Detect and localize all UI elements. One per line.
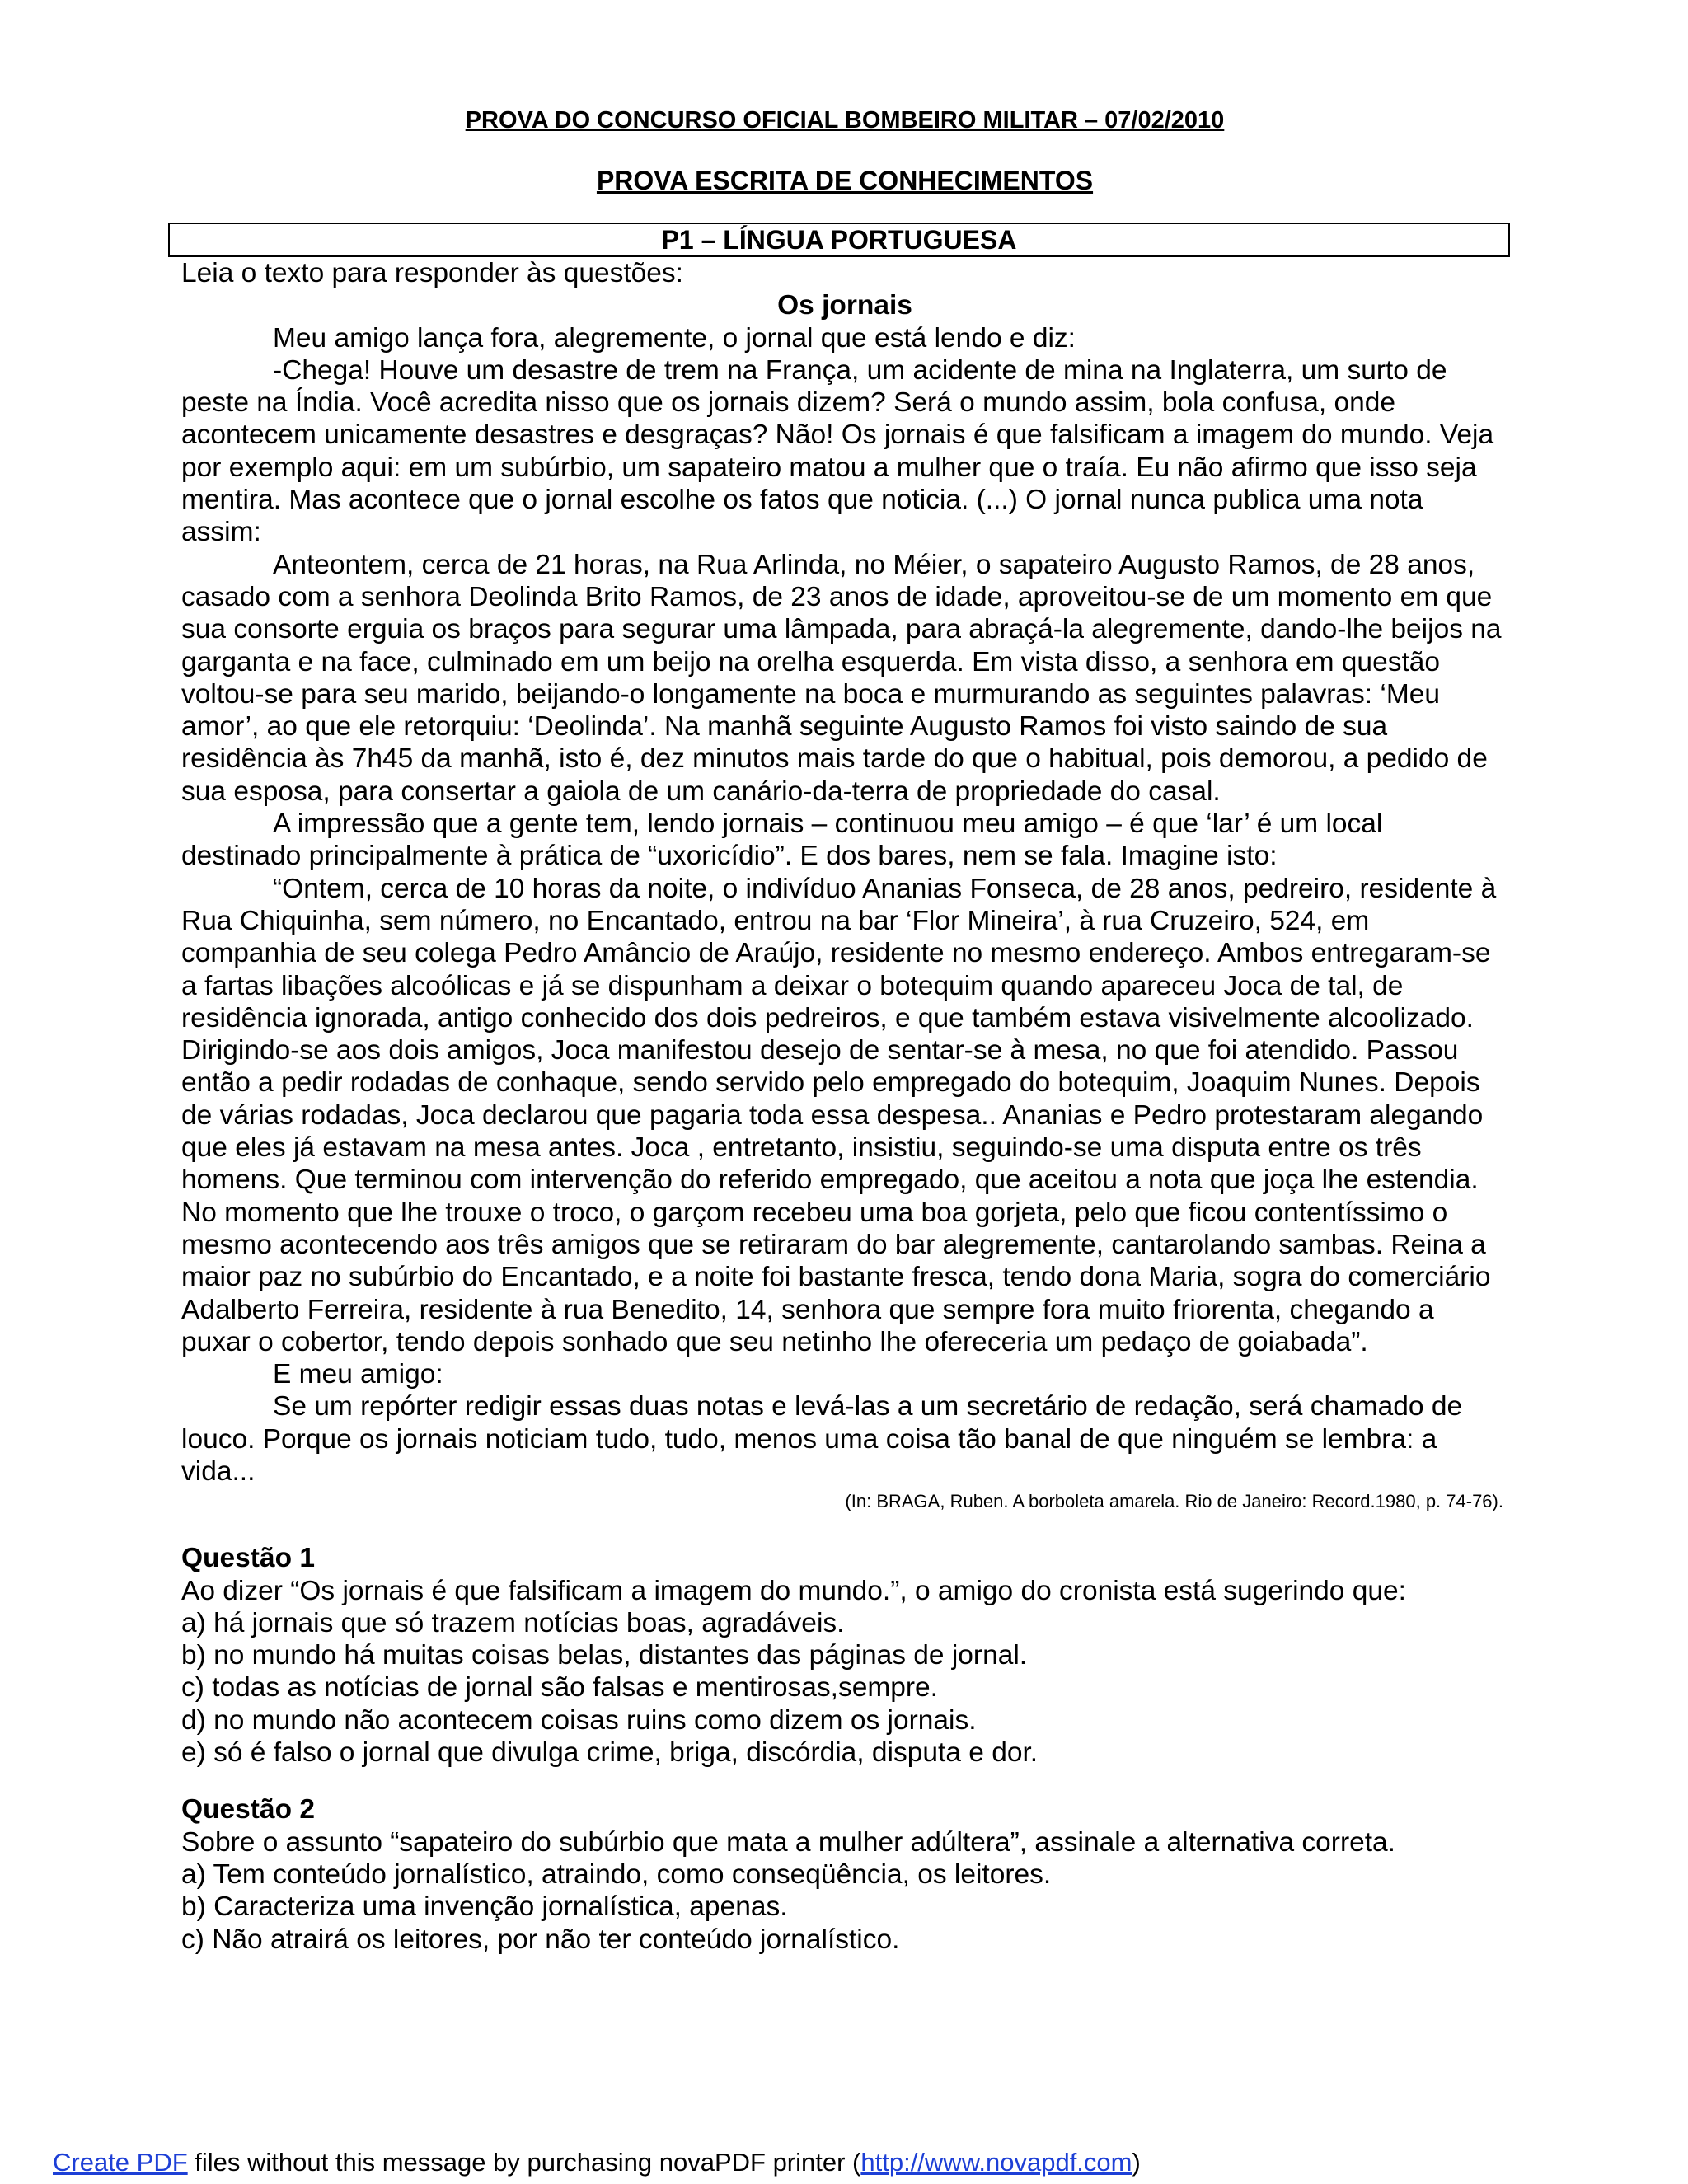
question-stem: Ao dizer “Os jornais é que falsificam a imagem do mundo.”, o amigo do cronista está sugerindo que:: [181, 1575, 1406, 1606]
question-option: e) só é falso o jornal que divulga crime, briga, discórdia, disputa e dor.: [181, 1737, 1039, 1769]
exam-title: PROVA DO CONCURSO OFICIAL BOMBEIRO MILITAR – 07/02/2010: [465, 107, 1225, 134]
exam-subtitle: PROVA ESCRITA DE CONHECIMENTOS: [596, 166, 1094, 195]
reading-intro: Leia o texto para responder às questões:: [181, 258, 683, 288]
paragraph: -Chega! Houve um desastre de trem na França, um acidente de mina na Inglaterra, um surto de peste na Índia. Você acredita nisso que os jornais dizem? Será o mundo assim, bola confusa, onde acontecem unicamente desastres e desgraças? Não! Os jornais é que falsificam a imagem do mundo. Veja por exemplo aqui: em um subúrbio, um sapateiro matou a mulher que o traía. Eu não afirmo que isso seja mentira. Mas acontece que o jornal escolhe os fatos que noticia. (...) O jornal nunca publica uma nota assim:: [181, 354, 1494, 548]
question-title: Questão 1: [181, 1543, 315, 1574]
paragraph: “Ontem, cerca de 10 horas da noite, o indivíduo Ananias Fonseca, de 28 anos, pedreiro, residente à Rua Chiquinha, sem número, no Encantado, entrou na bar ‘Flor Mineira’, à rua Cruzeiro, 524, em companhia de seu colega Pedro Amâncio de Araújo, residente no mesmo endereço. Ambos entregaram-se a fartas libações alcoólicas e já se dispunham a deixar o botequim quando apareceu Joca de tal, de residência ignorada, antigo conhecido dos dois pedreiros, e que também estava visivelmente alcoolizado. Dirigindo-se aos dois amigos, Joca manifestou desejo de sentar-se à mesa, no que foi atendido. Passou então a pedir rodadas de conhaque, sendo servido pelo empregado do botequim, Joaquim Nunes. Depois de várias rodadas, Joca declarou que pagaria toda essa despesa.. Ananias e Pedro protestaram alegando que eles já estavam na mesa antes. Joca , entretanto, insistiu, seguindo-se uma disputa entre os três homens. Que terminou com intervenção do referido empregado, que aceitou a nota que joça lhe estendia. No momento que lhe trouxe o troco, o garçom recebeu uma boa gorjeta, pelo que ficou contentíssimo o mesmo acontecendo aos três amigos que se retiraram do bar alegremente, cantarolando sambas. Reina a maior paz no subúrbio do Encantado, e a noite foi bastante fresca, tendo dona Maria, sogra do comerciário Adalberto Ferreira, residente à rua Benedito, 14, senhora que sempre fora muito friorenta, chegando a puxar o cobertor, tendo depois sonhado que seu netinho lhe ofereceria um pedaço de goiabada”.: [181, 873, 1497, 1357]
question-option: b) Caracteriza uma invenção jornalística, apenas.: [181, 1891, 788, 1923]
reading-title: Os jornais: [777, 290, 912, 321]
novapdf-link[interactable]: http://www.novapdf.com: [860, 2148, 1132, 2177]
paragraph: Meu amigo lança fora, alegremente, o jornal que está lendo e diz:: [273, 322, 1076, 354]
footer-end: ): [1132, 2148, 1141, 2177]
question-option: a) há jornais que só trazem notícias boas, agradáveis.: [181, 1607, 845, 1638]
create-pdf-link[interactable]: Create PDF: [53, 2148, 188, 2177]
question-option: d) no mundo não acontecem coisas ruins como dizem os jornais.: [181, 1704, 977, 1736]
footer-text: files without this message by purchasing novaPDF printer (: [187, 2148, 861, 2177]
section-heading: P1 – LÍNGUA PORTUGUESA: [168, 223, 1510, 257]
question-1: [181, 1542, 1508, 1769]
question-2: [181, 1793, 1508, 1955]
question-title: Questão 2: [181, 1794, 315, 1825]
paragraph: Se um repórter redigir essas duas notas e levá-las a um secretário de redação, será chamado de louco. Porque os jornais noticiam tudo, tudo, menos uma coisa tão banal de que ninguém se lembra: a vida...: [181, 1391, 1463, 1487]
reading-text: [181, 257, 1508, 1488]
question-option: b) no mundo há muitas coisas belas, distantes das páginas de jornal.: [181, 1640, 1028, 1671]
citation: (In: BRAGA, Ruben. A borboleta amarela. Rio de Janeiro: Record.1980, p. 74-76).: [845, 1491, 1503, 1512]
question-option: c) Não atrairá os leitores, por não ter conteúdo jornalístico.: [181, 1924, 900, 1955]
paragraph: A impressão que a gente tem, lendo jornais – continuou meu amigo – é que ‘lar’ é um local destinado principalmente à prática de “uxoricídio”. E dos bares, nem se fala. Imagine isto:: [181, 808, 1383, 872]
paragraph: Anteontem, cerca de 21 horas, na Rua Arlinda, no Méier, o sapateiro Augusto Ramos, de 28 anos, casado com a senhora Deolinda Brito Ramos, de 23 anos de idade, aproveitou-se de um momento em que sua consorte erguia os braços para segurar uma lâmpada, para abraçá-la alegremente, dando-lhe beijos na garganta e na face, culminado em um beijo na orelha esquerda. Em vista disso, a senhora em questão voltou-se para seu marido, beijando-o longamente na boca e murmurando as seguintes palavras: ‘Meu amor’, ao que ele retorquiu: ‘Deolinda’. Na manhã seguinte Augusto Ramos foi visto saindo de sua residência às 7h45 da manhã, isto é, dez minutos mais tarde do que o habitual, pois demorou, a pedido de sua esposa, para consertar a gaiola de um canário-da-terra de propriedade do casal.: [181, 549, 1502, 807]
spacer: [181, 1769, 1508, 1793]
pdf-footer: [53, 2148, 1141, 2177]
document-page: [181, 107, 1508, 1956]
question-option: c) todas as notícias de jornal são falsas e mentirosas,sempre.: [181, 1672, 938, 1704]
question-option: a) Tem conteúdo jornalístico, atraindo, como conseqüência, os leitores.: [181, 1858, 1052, 1890]
paragraph: E meu amigo:: [273, 1359, 443, 1390]
question-stem: Sobre o assunto “sapateiro do subúrbio que mata a mulher adúltera”, assinale a alternativa correta.: [181, 1826, 1395, 1858]
